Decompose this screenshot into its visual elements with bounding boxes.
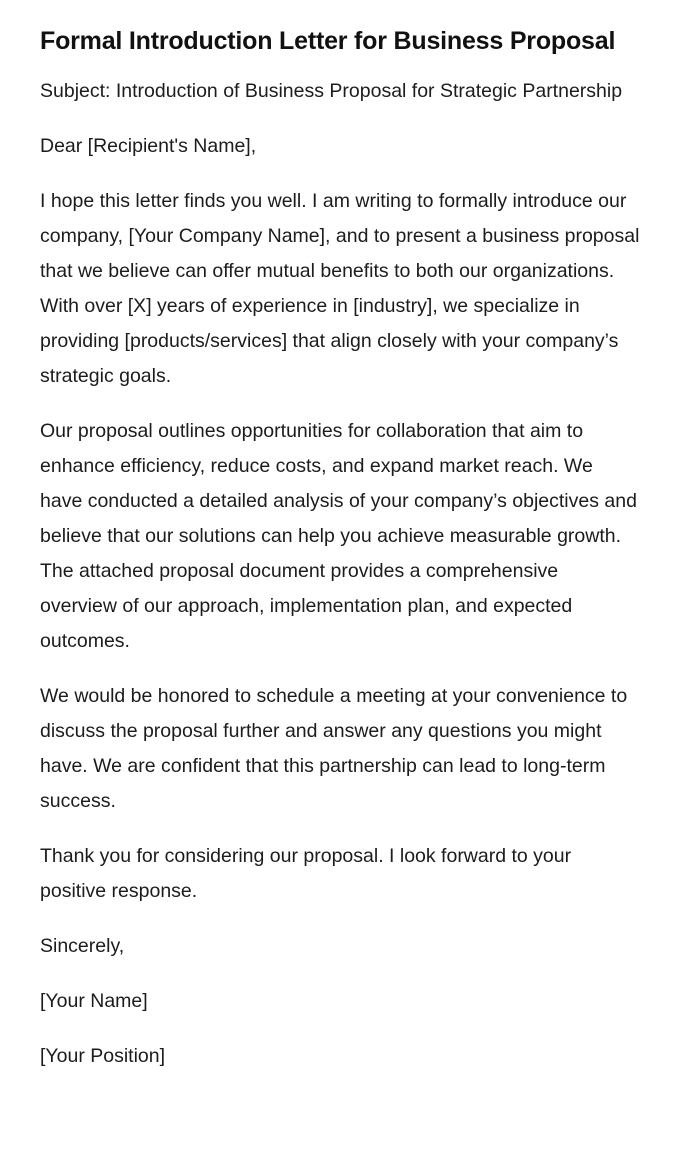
signature-name: [Your Name] bbox=[40, 990, 148, 1012]
body-paragraph-3: We would be honored to schedule a meeting at your convenience to discuss the proposal further and answer any questions you might have. We are confident that this partnership can lead to long-term success. bbox=[40, 685, 628, 812]
closing: Sincerely, bbox=[40, 935, 125, 957]
body-paragraph-1: I hope this letter finds you well. I am writing to formally introduce our company, [Your Company Name], and to present a business proposal that we believe can offer mutual benefits to both our organizations. With over [X] years of experience in [industry], we specialize in providing [products/services] that align closely with your company’s strategic goals. bbox=[40, 190, 640, 387]
letter-title: Formal Introduction Letter for Business Proposal bbox=[40, 27, 616, 55]
salutation: Dear [Recipient's Name], bbox=[40, 135, 257, 157]
body-paragraph-2: Our proposal outlines opportunities for collaboration that aim to enhance efficiency, reduce costs, and expand market reach. We have conducted a detailed analysis of your company’s objectives and believe that our solutions can help you achieve measurable growth. The attached proposal document provides a comprehensive overview of our approach, implementation plan, and expected outcomes. bbox=[40, 420, 637, 652]
subject-line: Subject: Introduction of Business Proposal for Strategic Partnership bbox=[40, 80, 623, 102]
body-paragraph-4: Thank you for considering our proposal. I look forward to your positive response. bbox=[40, 845, 572, 902]
signature-position: [Your Position] bbox=[40, 1045, 166, 1067]
